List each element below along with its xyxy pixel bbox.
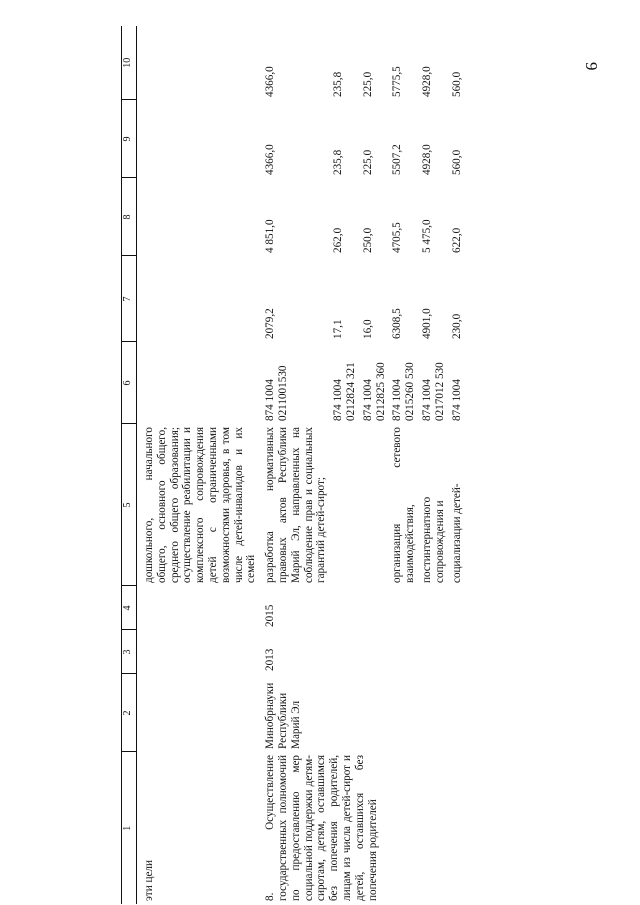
col-header-8: 8 — [122, 178, 137, 256]
col-header-5: 5 — [122, 424, 137, 586]
continuation-col5: дошкольного, начального общего, основного общего, среднего общего образования; осуществление реабилитации и комплексного сопровождения детей с ограниченными возможностями здоровья, в том числе детей-инвалидов и их семей — [143, 427, 258, 583]
measure-8-result: постинтернатного сопровождения и — [420, 496, 446, 583]
col-header-6: 6 — [122, 342, 137, 424]
measure-8-result: социализации детей- — [450, 483, 463, 583]
measure-8-title: 8. Осуществление государственных полномочий по предоставлению мер социальной поддержки детям-сиротам, детям, оставшимся без попечения родителей, лицам из числа детей-сирот и детей, оставшихся без попечения родителей — [264, 755, 379, 901]
continuation-col1: эти цели — [143, 860, 155, 901]
value-col7: 230,0 — [450, 313, 463, 339]
budget-code-cell: 874 1004 0211001530 — [264, 365, 289, 421]
value-col10: 560,0 — [450, 71, 463, 97]
table-row — [258, 26, 328, 904]
measure-8-result: разработка нормативных правовых актов Республики Марий Эл, направленных на соблюдение прав и социальных гарантий детей-сирот; — [264, 427, 328, 583]
col-header-1: 1 — [122, 752, 137, 904]
budget-code-cell: 874 1004 0217012 530 — [420, 362, 446, 421]
budget-table — [121, 26, 463, 904]
value-col7: 6308,5 — [391, 308, 404, 339]
value-col8: 5 475,0 — [420, 219, 433, 253]
measure-8-start-year: 2013 — [264, 648, 277, 671]
value-col7: 4901,0 — [420, 308, 433, 339]
value-col8: 250,0 — [361, 227, 374, 253]
value-col9: 560,0 — [450, 149, 463, 175]
continuation-row — [137, 26, 259, 904]
rotated-table-sheet — [121, 26, 555, 904]
value-col10: 5775,5 — [391, 66, 404, 97]
value-col10: 235,8 — [332, 71, 345, 97]
value-col9: 5507,2 — [391, 144, 404, 175]
measure-8-end-year: 2015 — [264, 604, 277, 627]
value-col7: 16,0 — [361, 319, 374, 339]
value-col7: 2079,2 — [264, 308, 277, 339]
value-col8: 262,0 — [332, 227, 345, 253]
value-col8: 622,0 — [450, 227, 463, 253]
value-col10: 225,0 — [361, 71, 374, 97]
col-header-2: 2 — [122, 674, 137, 752]
value-col8: 4 851,0 — [264, 219, 277, 253]
col-header-10: 10 — [122, 26, 137, 100]
value-col7: 17,1 — [332, 319, 345, 339]
budget-code-cell: 874 1004 — [450, 379, 463, 421]
budget-code-cell: 874 1004 0212824 321 — [332, 362, 357, 421]
column-number-header — [122, 26, 137, 904]
value-col9: 235,8 — [332, 149, 345, 175]
page-number: 9 — [582, 62, 601, 71]
col-header-9: 9 — [122, 100, 137, 178]
value-col8: 4705,5 — [391, 222, 404, 253]
value-col9: 225,0 — [361, 149, 374, 175]
col-header-4: 4 — [122, 586, 137, 630]
value-col10: 4928,0 — [420, 66, 433, 97]
value-col9: 4366,0 — [264, 144, 277, 175]
budget-code-cell: 874 1004 0215260 530 — [391, 362, 417, 421]
col-header-7: 7 — [122, 256, 137, 342]
value-col9: 4928,0 — [420, 144, 433, 175]
value-col10: 4366,0 — [264, 66, 277, 97]
measure-8-result: организация сетевого взаимодействия, — [391, 427, 417, 583]
measure-8-executor: Минобрнауки Республики Марий Эл — [264, 682, 302, 749]
budget-code-cell: 874 1004 0212825 360 — [361, 362, 387, 421]
col-header-3: 3 — [122, 630, 137, 674]
